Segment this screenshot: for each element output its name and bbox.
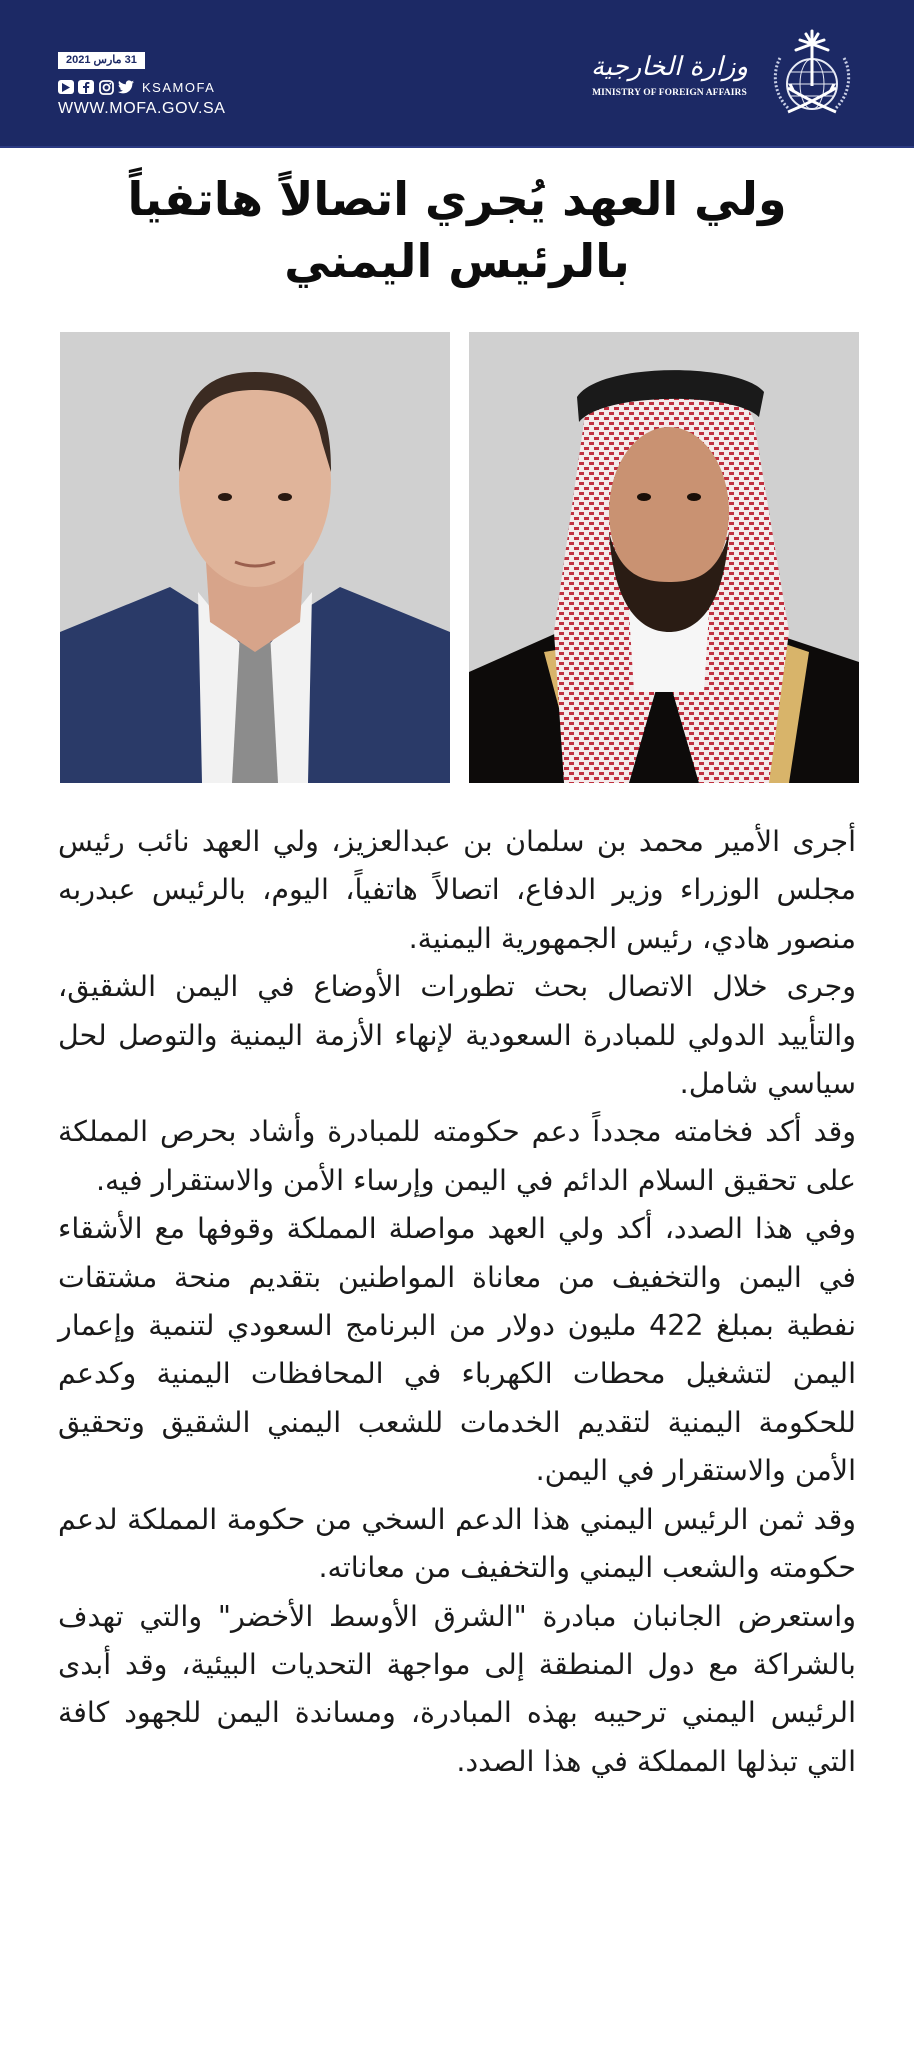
saudi-emblem-icon: [766, 28, 858, 120]
ministry-wordmark: [591, 50, 748, 98]
portrait-shemagh-icon: [469, 332, 859, 783]
paragraph: وفي هذا الصدد، أكد ولي العهد مواصلة المملكة وقوفها مع الأشقاء في اليمن والتخفيف من معاناة المواطنين بتقديم منحة مشتقات نفطية بمبلغ 422 مليون دولار من البرنامج السعودي لتنمية وإعمار اليمن لتشغيل محطات الكهرباء في المحافظات اليمنية وكدعم للحكومة اليمنية لتقديم الخدمات للشعب اليمني الشقيق وتحقيق الأمن والاستقرار في اليمن.: [58, 1212, 857, 1488]
paragraph: أجرى الأمير محمد بن سلمان بن عبدالعزيز، ولي العهد نائب رئيس مجلس الوزراء وزير الدفاع، اتصالاً هاتفياً، اليوم، بالرئيس عبدربه منصور هادي، رئيس الجمهورية اليمنية.: [58, 825, 856, 955]
title-line-1: ولي العهد يُجري اتصالاً هاتفياً: [127, 172, 787, 226]
contact-block: [58, 48, 258, 118]
ministry-logo: [591, 26, 858, 122]
paragraph: وجرى خلال الاتصال بحث تطورات الأوضاع في اليمن الشقيق، والتأييد الدولي للمبادرة السعودية لإنهاء الأزمة اليمنية والتوصل لحل سياسي شامل.: [58, 970, 856, 1101]
ministry-name-en: MINISTRY OF FOREIGN AFFAIRS: [592, 88, 747, 98]
website-link[interactable]: WWW.MOFA.GOV.SA: [58, 100, 226, 117]
twitter-icon[interactable]: [118, 80, 134, 94]
title-line-2: بالرئيس اليمني: [284, 234, 630, 288]
photo-yemeni-president: [60, 332, 450, 783]
paragraph: وقد ثمن الرئيس اليمني هذا الدعم السخي من حكومة المملكة لدعم حكومته والشعب اليمني والتخفيف من معاناته.: [58, 1502, 856, 1585]
article-body: [58, 818, 856, 1786]
article-title: [60, 168, 854, 292]
ministry-header-band: [0, 0, 914, 148]
social-row: [58, 79, 258, 95]
facebook-icon[interactable]: [78, 80, 94, 94]
portrait-suit-icon: [60, 332, 450, 783]
paragraph: وقد أكد فخامته مجدداً دعم حكومته للمبادرة وأشاد بحرص المملكة على تحقيق السلام الدائم في اليمن وإرساء الأمن والاستقرار فيه.: [58, 1115, 856, 1197]
ministry-name-ar: وزارة الخارجية: [590, 52, 748, 82]
youtube-icon[interactable]: [58, 80, 74, 94]
paragraph: واستعرض الجانبان مبادرة "الشرق الأوسط الأخضر" والتي تهدف بالشراكة مع دول المنطقة إلى مواجهة التحديات البيئية، وقد أبدى الرئيس اليمني ترحيبه بهذه المبادرة، ومساندة اليمن للجهود كافة التي تبذلها المملكة في هذا الصدد.: [58, 1599, 856, 1778]
instagram-icon[interactable]: [98, 80, 114, 94]
photo-crown-prince: [469, 332, 859, 783]
date-badge: 31 مارس 2021: [58, 52, 145, 69]
social-handle[interactable]: KSAMOFA: [142, 79, 216, 95]
